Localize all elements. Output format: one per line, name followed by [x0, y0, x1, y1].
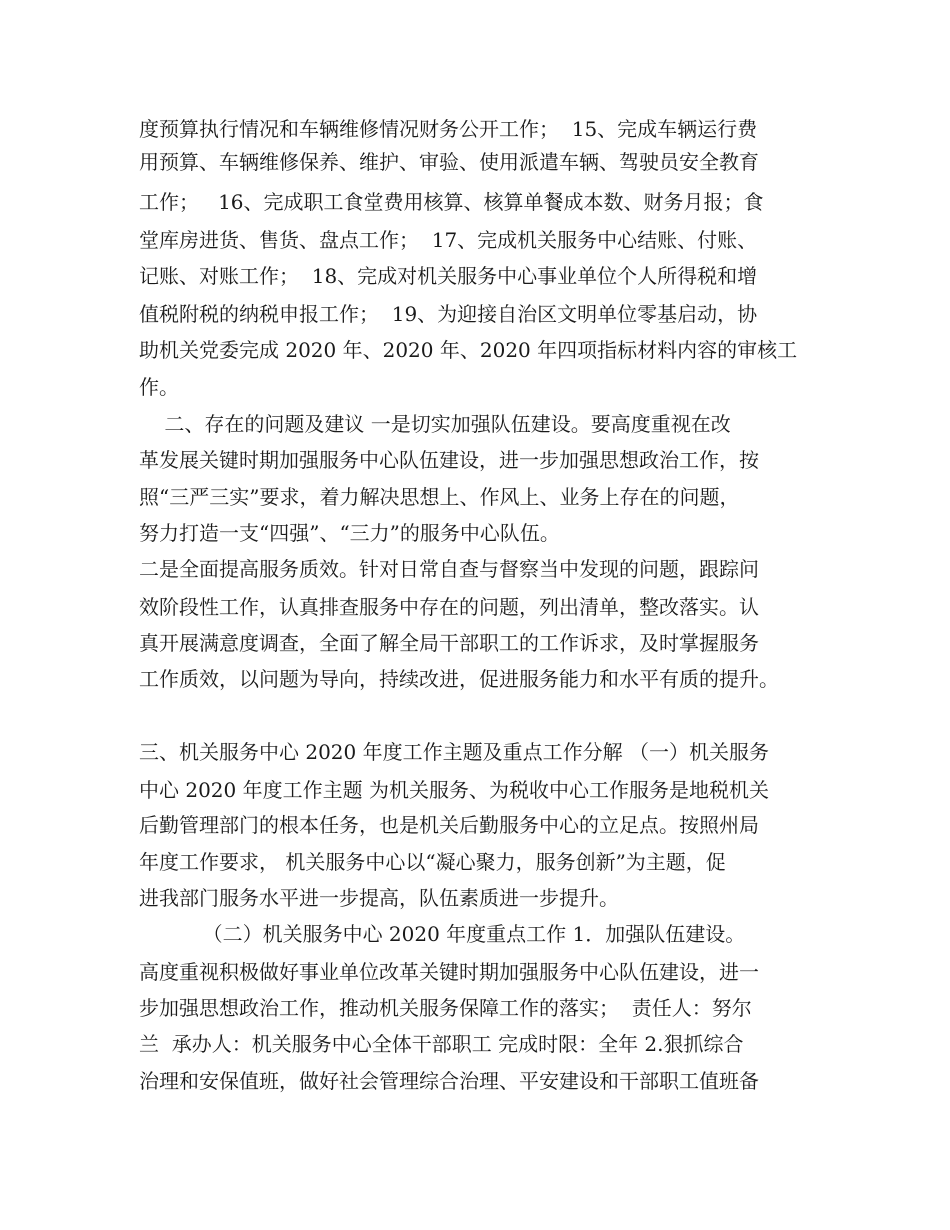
text-line: 努力打造一支“四强”、“三力”的服务中心队伍。: [139, 521, 560, 545]
text-line: 治理和安保值班，做好社会管理综合治理、平安建设和干部职工值班备: [139, 1069, 759, 1093]
text-line: 年度工作要求， 机关服务中心以“凝心聚力，服务创新”为主题，促: [139, 850, 726, 874]
text-line: 工作质效，以问题为导向，持续改进，促进服务能力和水平有质的提升。: [139, 667, 779, 691]
text-line: （二）机关服务中心 2020 年度重点工作 1．加强队伍建设。: [139, 922, 746, 946]
text-line: 值税附税的纳税申报工作； 19、为迎接自治区文明单位零基启动，协: [139, 302, 758, 326]
text-line: 助机关党委完成 2020 年、2020 年、2020 年四项指标材料内容的审核工: [139, 338, 798, 362]
text-line: 度预算执行情况和车辆维修情况财务公开工作； 15、完成车辆运行费: [139, 117, 758, 141]
text-line: 真开展满意度调查，全面了解全局干部职工的工作诉求，及时掌握服务: [139, 631, 759, 655]
text-line: 记账、对账工作； 18、完成对机关服务中心事业单位个人所得税和增: [139, 264, 758, 288]
text-line: 三、机关服务中心 2020 年度工作主题及重点工作分解 （一）机关服务: [139, 740, 769, 764]
text-line: 照“三严三实”要求，着力解决思想上、作风上、业务上存在的问题，: [139, 485, 740, 509]
text-line: 工作； 16、完成职工食堂费用核算、核算单餐成本数、财务月报；食: [139, 190, 764, 214]
text-line: 中心 2020 年度工作主题 为机关服务、为税收中心工作服务是地税机关: [139, 778, 769, 802]
text-line: 用预算、车辆维修保养、维护、审验、使用派遣车辆、驾驶员安全教育: [139, 150, 759, 174]
text-line: 效阶段性工作，认真排查服务中存在的问题，列出清单，整改落实。认: [139, 595, 759, 619]
text-line: 革发展关键时期加强服务中心队伍建设，进一步加强思想政治工作，按: [139, 448, 759, 472]
text-line: 二是全面提高服务质效。针对日常自查与督察当中发现的问题，跟踪问: [139, 557, 759, 581]
text-line: 步加强思想政治工作，推动机关服务保障工作的落实； 责任人：努尔: [139, 996, 752, 1020]
text-line: 堂库房进货、售货、盘点工作； 17、完成机关服务中心结账、付账、: [139, 228, 758, 252]
text-line: 二、存在的问题及建议 一是切实加强队伍建设。要高度重视在改: [139, 412, 731, 436]
text-line: 高度重视积极做好事业单位改革关键时期加强服务中心队伍建设，进一: [139, 960, 759, 984]
text-line: 兰 承办人：机关服务中心全体干部职工 完成时限：全年 2.狠抓综合: [139, 1032, 744, 1056]
text-line: 进我部门服务水平进一步提高，队伍素质进一步提升。: [139, 886, 619, 910]
text-line: 作。: [139, 375, 179, 399]
text-line: 后勤管理部门的根本任务，也是机关后勤服务中心的立足点。按照州局: [139, 813, 759, 837]
